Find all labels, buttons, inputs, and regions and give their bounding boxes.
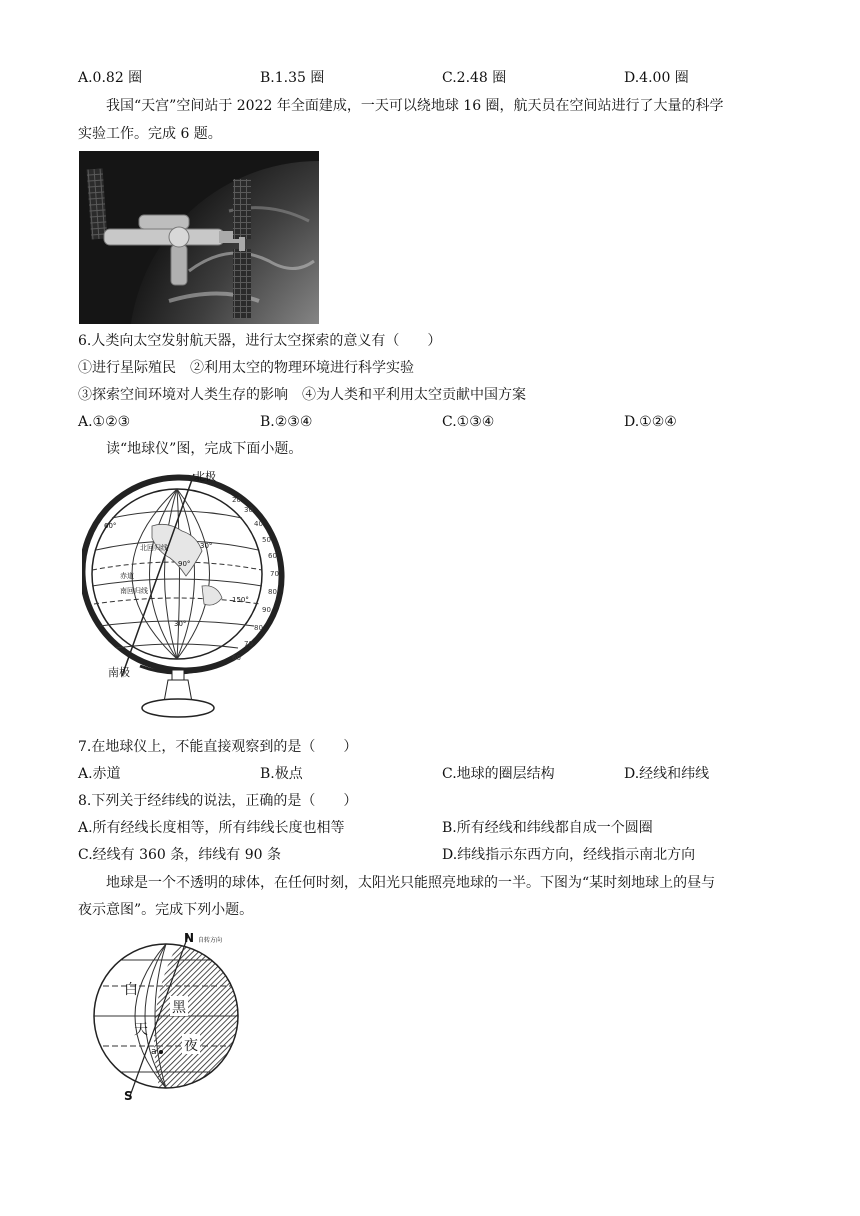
q6-option-a: A.①②③: [78, 414, 131, 430]
q8-option-c: C.经线有 360 条，纬线有 90 条: [78, 847, 281, 863]
q8-option-b: B.所有经线和纬线都自成一个圆圈: [442, 820, 653, 836]
daynight-south-label: S: [124, 1089, 133, 1102]
q6-items-line1: ①进行星际殖民 ②利用太空的物理环境进行科学实验: [78, 360, 414, 376]
globe-north-pole-label: 北极: [194, 470, 216, 483]
q6-options: [78, 412, 778, 432]
passage-globe: 读“地球仪”图，完成下面小题。: [106, 441, 303, 457]
q5-option-d: D.4.00 圈: [624, 70, 689, 86]
daynight-night-char1: 黑: [172, 1000, 186, 1016]
svg-text:90: 90: [262, 606, 271, 614]
q6-stem: 6.人类向太空发射航天器，进行太空探索的意义有（ ）: [78, 333, 442, 349]
passage-tiangong-line2: 实验工作。完成 6 题。: [78, 126, 222, 142]
q6-option-d: D.①②④: [624, 414, 677, 430]
passage-tiangong-line1: 我国“天宫”空间站于 2022 年全面建成，一天可以绕地球 16 圈，航天员在空间站进行了大量的科学: [106, 98, 724, 114]
q7-stem: 7.在地球仪上，不能直接观察到的是（ ）: [78, 739, 358, 755]
globe-lat30s-label: 30°: [174, 620, 187, 628]
q8-options-row2: [78, 845, 778, 865]
q6-items-line2: ③探索空间环境对人类生存的影响 ④为人类和平利用太空贡献中国方案: [78, 387, 526, 403]
globe-lat60-label: 60°: [104, 522, 117, 530]
svg-text:20: 20: [232, 496, 241, 504]
globe-lat30n-label: 30°: [200, 542, 213, 550]
globe-lon90-label: 90°: [178, 560, 191, 568]
svg-text:60: 60: [268, 552, 277, 560]
q6-option-b: B.②③④: [260, 414, 313, 430]
q7-option-c: C.地球的圈层结构: [442, 766, 555, 782]
q8-option-a: A.所有经线长度相等，所有纬线长度也相等: [78, 820, 345, 836]
svg-text:50: 50: [262, 536, 271, 544]
globe-figure: [82, 466, 292, 726]
svg-text:60: 60: [232, 654, 241, 662]
globe-tropic-south-label: 南回归线: [120, 587, 148, 595]
q5-option-b: B.1.35 圈: [260, 70, 325, 86]
q6-option-c: C.①③④: [442, 414, 495, 430]
q5-option-a: A.0.82 圈: [78, 70, 143, 86]
passage-daynight-line1: 地球是一个不透明的球体，在任何时刻，太阳光只能照亮地球的一半。下图为“某时刻地球上的昼与: [106, 875, 716, 891]
q8-stem: 8.下列关于经纬线的说法，正确的是（ ）: [78, 793, 358, 809]
q8-options-row1: [78, 818, 778, 838]
q8-option-d: D.纬线指示东西方向，经线指示南北方向: [442, 847, 696, 863]
q5-option-c: C.2.48 圈: [442, 70, 507, 86]
q7-options: [78, 764, 778, 784]
globe-tropic-north-label: 北回归线: [140, 544, 168, 552]
daynight-north-label: N: [184, 931, 195, 945]
svg-text:70: 70: [244, 640, 253, 648]
svg-text:40: 40: [254, 520, 263, 528]
daynight-point-label: a: [151, 1047, 157, 1057]
svg-text:80: 80: [254, 624, 263, 632]
daynight-night-char2: 夜: [184, 1038, 198, 1054]
globe-equator-label: 赤道: [120, 572, 134, 580]
daynight-figure: [84, 930, 264, 1102]
globe-lon150-label: 150°: [232, 596, 249, 604]
q7-option-d: D.经线和纬线: [624, 766, 710, 782]
svg-text:80: 80: [268, 588, 277, 596]
daynight-day-char1: 白: [124, 982, 138, 998]
svg-text:70: 70: [270, 570, 279, 578]
q7-option-a: A.赤道: [78, 766, 121, 782]
svg-text:30: 30: [244, 506, 253, 514]
space-station-photo: [79, 151, 319, 324]
globe-south-pole-label: 南极: [108, 666, 130, 679]
daynight-rotation-label: 自转方向: [198, 937, 223, 944]
q5-options: [78, 68, 778, 88]
q7-option-b: B.极点: [260, 766, 303, 782]
passage-daynight-line2: 夜示意图”。完成下列小题。: [78, 902, 254, 918]
daynight-day-char2: 天: [134, 1022, 148, 1038]
